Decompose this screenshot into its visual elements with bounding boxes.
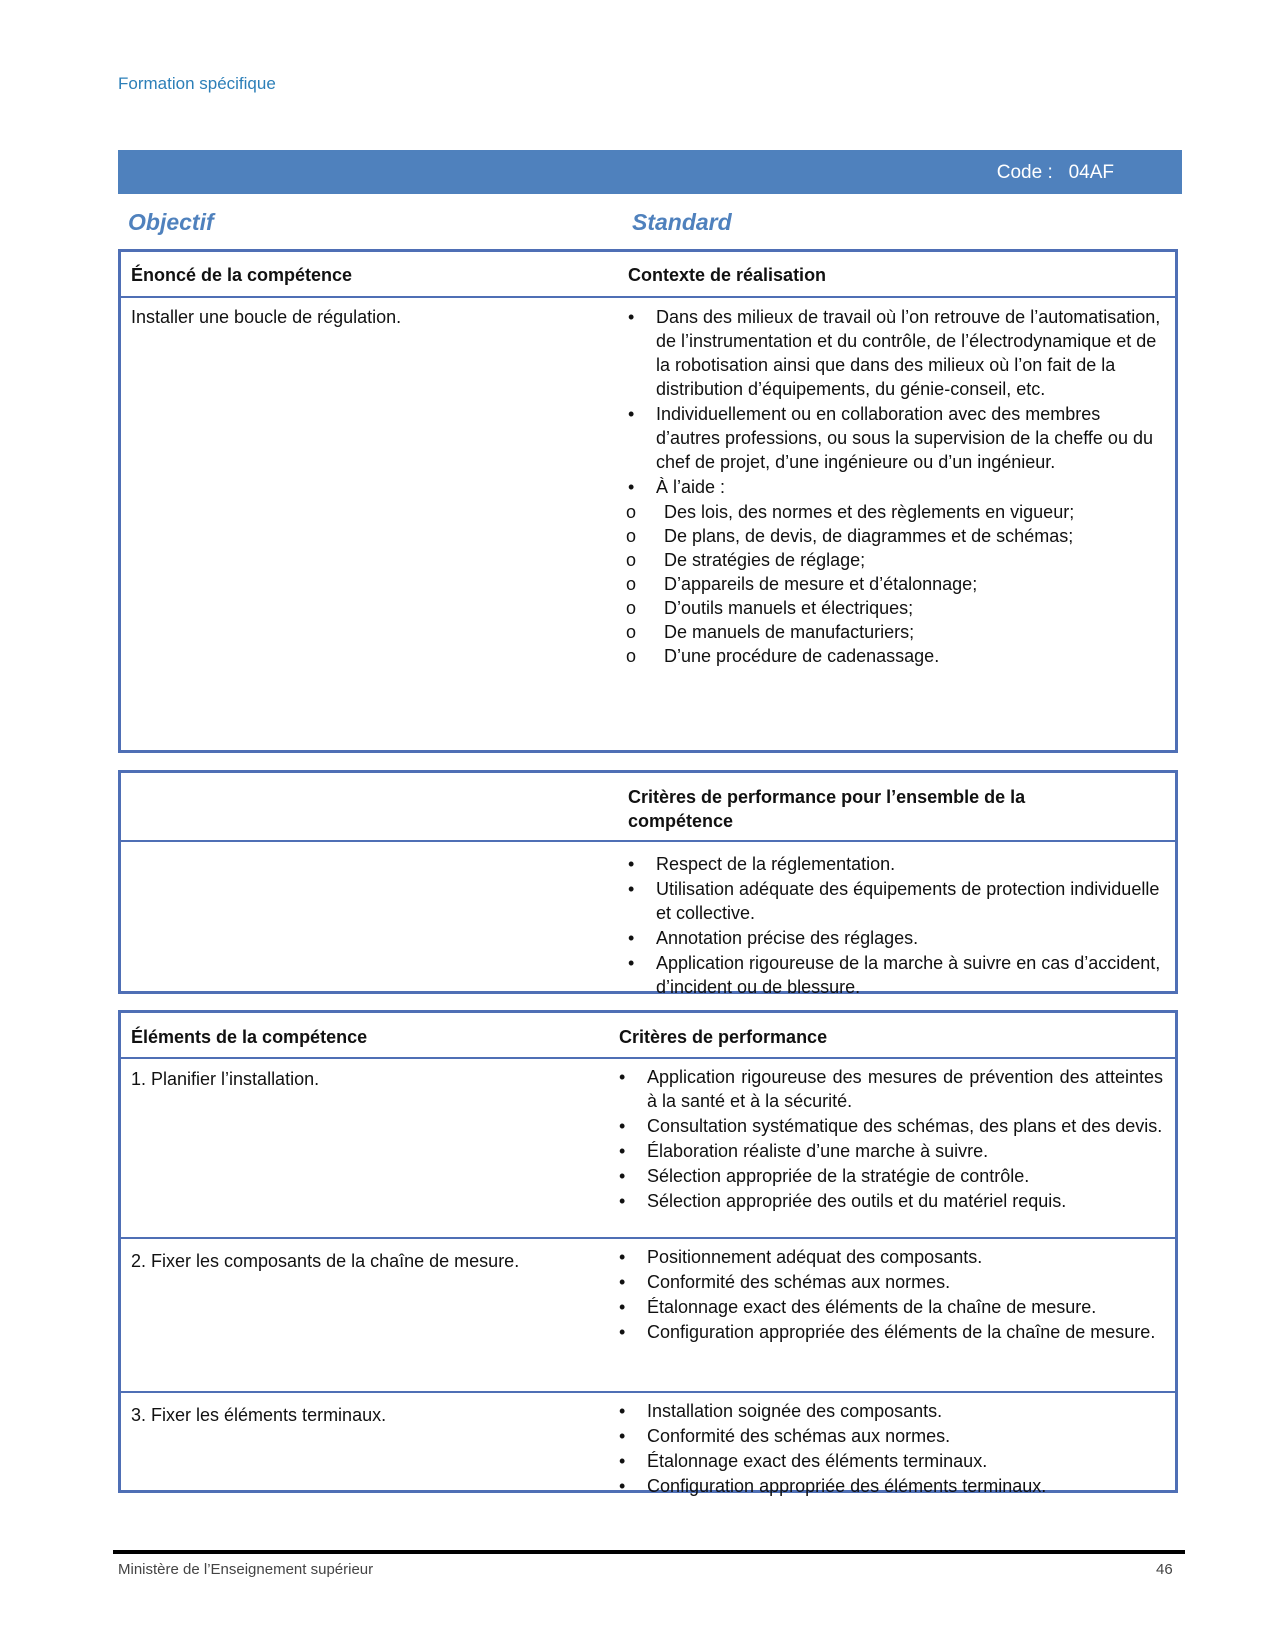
criterion-item: • Application rigoureuse des mesures de prévention des atteintes à la santé et à la sécurité. [617,1065,1163,1113]
competency-statement: Installer une boucle de régulation. [131,307,402,327]
element-row [121,1237,1175,1391]
elements-header-row [121,1013,1175,1057]
statement-header: Énoncé de la compétence [131,265,353,285]
performance-header: Critères de performance [619,1027,828,1047]
element-label: 1. Planifier l’installation. [131,1069,320,1089]
footer-divider [113,1550,1185,1554]
criterion-item: • Conformité des schémas aux normes. [617,1270,1163,1294]
criterion-item: • Positionnement adéquat des composants. [617,1245,1163,1269]
code-bar [118,150,1182,194]
aid-item: o D’appareils de mesure et d’étalonnage; [626,572,1163,596]
criterion-item: • Conformité des schémas aux normes. [617,1424,1163,1448]
standard-title: Standard [632,209,732,235]
elements-header: Éléments de la compétence [131,1027,368,1047]
aid-item: o De stratégies de réglage; [626,548,1163,572]
ministry-footer: Ministère de l’Enseignement supérieur [118,1561,374,1578]
element-criteria [617,1399,1163,1499]
context-list [626,305,1163,668]
overall-criteria-list [626,852,1163,1000]
page-number: 46 [1156,1561,1173,1578]
element-criteria [617,1245,1163,1345]
criterion-item: • Annotation précise des réglages. [626,926,1163,950]
element-label: 3. Fixer les éléments terminaux. [131,1405,387,1425]
element-criteria [617,1065,1163,1214]
criterion-item: • Respect de la réglementation. [626,852,1163,876]
criterion-item: • Utilisation adéquate des équipements de protection individuelle et collective. [626,877,1163,925]
competency-statement-table [118,249,1178,753]
criterion-item: • Configuration appropriée des éléments de la chaîne de mesure. [617,1320,1163,1344]
aid-item: o De plans, de devis, de diagrammes et de schémas; [626,524,1163,548]
element-label: 2. Fixer les composants de la chaîne de mesure. [131,1251,520,1271]
criterion-item: • Élaboration réaliste d’une marche à suivre. [617,1139,1163,1163]
criterion-item: • Consultation systématique des schémas, des plans et des devis. [617,1114,1163,1138]
context-header: Contexte de réalisation [628,265,827,285]
aid-item: o D’outils manuels et électriques; [626,596,1163,620]
element-row [121,1391,1175,1496]
context-item: • Individuellement ou en collaboration avec des membres d’autres professions, ou sous la supervision de la cheffe ou du chef de projet, d’une ingénieure ou d’un ingénieur. [626,402,1163,474]
criterion-item: • Sélection appropriée des outils et du matériel requis. [617,1189,1163,1213]
context-item: • À l’aide : [626,475,1163,499]
context-item: • Dans des milieux de travail où l’on retrouve de l’automatisation, de l’instrumentation et du contrôle, de l’électrodynamique et de la robotisation ainsi que dans des milieux où l’on fait de la distribution d’équipements, du génie-conseil, etc. [626,305,1163,401]
criterion-item: • Étalonnage exact des éléments de la chaîne de mesure. [617,1295,1163,1319]
objective-title: Objectif [128,209,214,235]
aid-item: o De manuels de manufacturiers; [626,620,1163,644]
criterion-item: • Étalonnage exact des éléments terminaux. [617,1449,1163,1473]
aids-list [626,500,1163,668]
criterion-item: • Installation soignée des composants. [617,1399,1163,1423]
overall-criteria-table [118,770,1178,997]
elements-table [118,1010,1178,1496]
element-row [121,1057,1175,1237]
criterion-item: • Configuration appropriée des éléments terminaux. [617,1474,1163,1498]
overall-criteria-header: Critères de performance pour l’ensemble de la compétence [628,787,1026,831]
aid-item: o D’une procédure de cadenassage. [626,644,1163,668]
program-header: Formation spécifique [118,74,276,93]
aid-item: o Des lois, des normes et des règlements en vigueur; [626,500,1163,524]
competency-code: Code : 04AF [996,162,1114,183]
criterion-item: • Application rigoureuse de la marche à suivre en cas d’accident, d’incident ou de blessure. [626,951,1163,999]
criterion-item: • Sélection appropriée de la stratégie de contrôle. [617,1164,1163,1188]
